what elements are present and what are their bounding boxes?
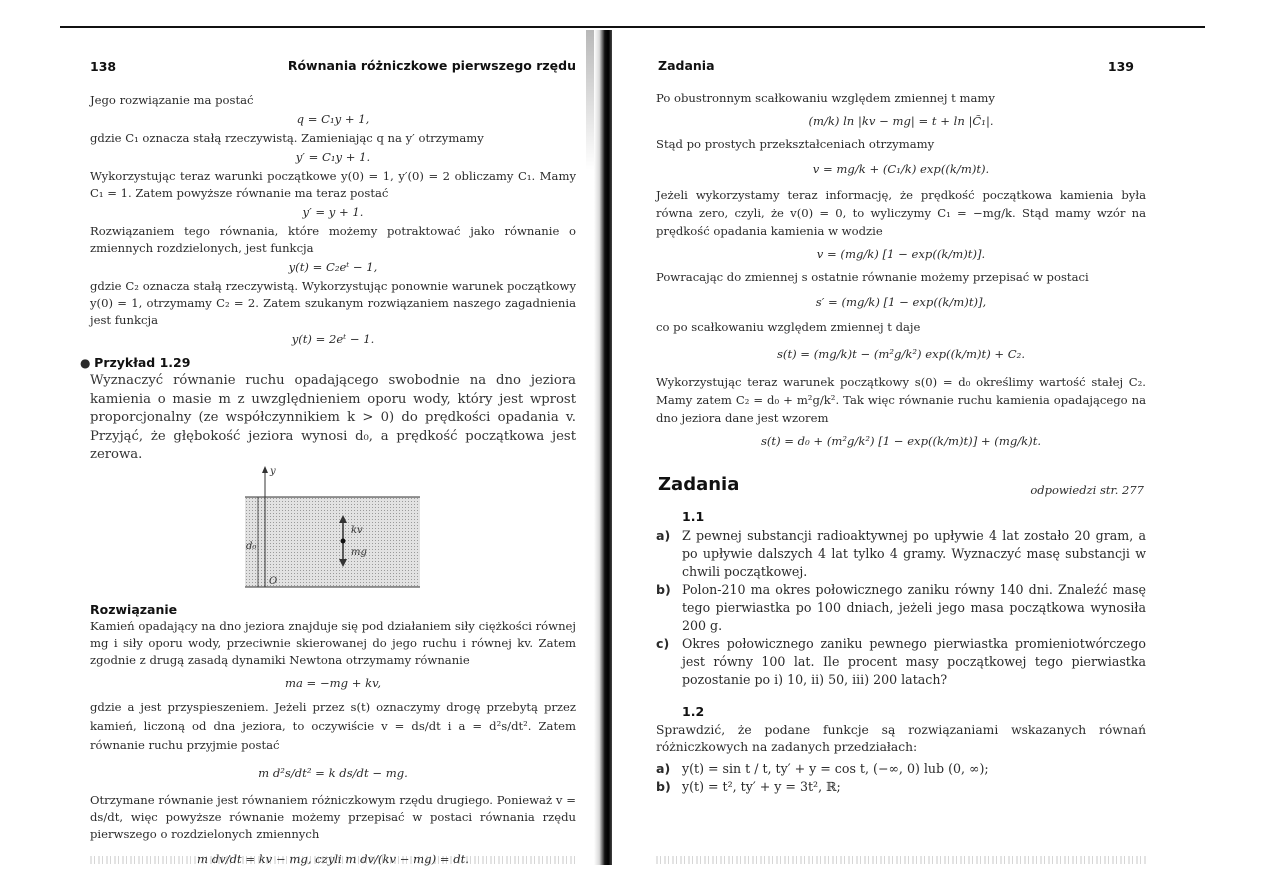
equation: q = C₁y + 1, (296, 112, 370, 126)
page-number-left: 138 (90, 59, 117, 74)
equation: y(t) = 2eᵗ − 1. (291, 332, 375, 346)
solution-title: Rozwiązanie (90, 601, 178, 617)
exercise-2-list (656, 760, 1146, 796)
exercise-item-label: b) (656, 582, 671, 597)
right-running-head (656, 50, 1146, 72)
y-axis-arrow (262, 466, 268, 473)
exercise-item-text: y(t) = sin t / t, ty′ + y = cos t, (−∞, 0) lub (0, ∞); (682, 761, 989, 776)
paragraph: co po scałkowaniu względem zmiennej t daje (656, 320, 921, 334)
scan-noise-right (656, 856, 1146, 864)
exercise-item (656, 760, 1146, 778)
origin-label: O (269, 575, 278, 587)
paragraph: Kamień opadający na dno jeziora znajduje się pod działaniem siły ciężkości równej mg i siły oporu wody, przeciwnie skierowanej do jego ruchu i równej kv. Zatem zgodnie z drugą zasadą dynamiki Newtona otrzymamy równanie (90, 618, 576, 667)
exercise-item-text: y(t) = t², ty′ + y = 3t², ℝ; (682, 779, 841, 794)
equation: m dv/dt = kv − mg, czyli m dv/(kv − mg) = dt. (197, 851, 469, 866)
section-header (656, 476, 1146, 502)
paragraph: Wykorzystując teraz warunek początkowy s(0) = d₀ określimy wartość stałej C₂. Mamy zatem C₂ = d₀ + m²g/k². Tak więc równanie ruchu kamienia opadającego na dno jeziora dane jest wzorem (656, 375, 1146, 425)
equation: s(t) = (mg/k)t − (m²g/k²) exp((k/m)t) + C₂. (776, 347, 1026, 361)
equation: y(t) = C₂eᵗ − 1, (288, 260, 378, 274)
equation: (m/k) ln |kv − mg| = t + ln |C̃₁|. (808, 114, 994, 128)
running-title-right: Zadania (658, 58, 715, 73)
lake-figure (90, 465, 576, 605)
paragraph: Jeżeli wykorzystamy teraz informację, że prędkość początkowa kamienia była równa zero, czyli, że v(0) = 0, to wyliczymy C₁ = −mg/k. Stąd mamy wzór na prędkość opadania kamienia w wodzie (656, 188, 1146, 238)
equation: v = (mg/k) [1 − exp((k/m)t)]. (816, 247, 986, 261)
paragraph: gdzie C₁ oznacza stałą rzeczywistą. Zamieniając q na y′ otrzymamy (90, 131, 484, 145)
depth-label: d₀ (246, 540, 257, 552)
exercise-number: 1.2 (682, 704, 705, 719)
equation: y′ = y + 1. (302, 205, 364, 219)
left-page (80, 50, 576, 876)
book-spine (594, 30, 612, 865)
equation: ma = −mg + kv, (284, 675, 382, 690)
force-up-label: kv (351, 524, 363, 536)
answers-reference: odpowiedzi str. 277 (1030, 483, 1144, 497)
right-page (656, 50, 1146, 796)
exercise-item-text: Okres połowicznego zaniku pewnego pierwiastka promieniotwórczego jest równy 100 lat. Ile procent masy początkowej tego pierwiastka pozostanie po i) 10, ii) 50, iii) 200 latach? (682, 636, 1146, 687)
example-heading (80, 354, 576, 372)
exercise-number: 1.1 (682, 509, 705, 524)
exercise-item-label: c) (656, 636, 670, 651)
lake-figure-svg (90, 465, 576, 605)
exercise-item (656, 778, 1146, 796)
exercise-item-text: Polon-210 ma okres połowicznego zaniku równy 140 dni. Znaleźć masę tego pierwiastka po 100 dniach, jeżeli jego masa początkowa wynosiła 200 g. (682, 582, 1146, 633)
paragraph: gdzie C₂ oznacza stałą rzeczywistą. Wykorzystując ponownie warunek początkowy y(0) = 1, otrzymamy C₂ = 2. Zatem szukanym rozwiązaniem naszego zagadnienia jest funkcja (90, 279, 576, 327)
bullet-icon: ● (80, 356, 91, 370)
example-title: Przykład 1.29 (94, 355, 191, 370)
paragraph: Rozwiązaniem tego równania, które możemy potraktować jako równanie o zmiennych rozdzielonych, jest funkcja (90, 224, 576, 255)
equation: m d²s/dt² = k ds/dt − mg. (258, 765, 408, 780)
left-running-head (90, 50, 576, 72)
exercise-item-label: b) (656, 779, 671, 794)
top-rule (60, 26, 1205, 28)
paragraph: gdzie a jest przyspieszeniem. Jeżeli przez s(t) oznaczymy drogę przebytą przez kamień, liczoną od dna jeziora, to oczywiście v = ds/dt i a = d²s/dt². Zatem równanie ruchu przyjmie postać (90, 699, 576, 752)
equation: v = mg/k + (C₁/k) exp((k/m)t). (812, 162, 990, 176)
exercise-item-label: a) (656, 761, 671, 776)
equation: y′ = C₁y + 1. (295, 150, 371, 164)
exercise-item-label: a) (656, 528, 671, 543)
exercise-item (656, 581, 1146, 635)
paragraph: Jego rozwiązanie ma postać (90, 93, 254, 107)
equation: s(t) = d₀ + (m²g/k²) [1 − exp((k/m)t)] + (mg/k)t. (760, 434, 1042, 448)
page-number-right: 139 (1107, 59, 1134, 74)
exercise-item (656, 527, 1146, 581)
exercise-1-list (656, 527, 1146, 689)
section-title: Zadania (658, 474, 740, 495)
y-axis-label: y (270, 465, 276, 477)
equation: s′ = (mg/k) [1 − exp((k/m)t)], (815, 295, 987, 309)
example-text: Wyznaczyć równanie ruchu opadającego swobodnie na dno jeziora kamienia o masie m z uwzględnieniem oporu wody, który jest wprost proporcjonalny (ze współczynnikiem k > 0) do prędkości opadania v. Przyjąć, że głębokość jeziora wynosi d₀, a prędkość początkowa jest zerowa. (90, 373, 576, 462)
paragraph: Stąd po prostych przekształceniach otrzymamy (656, 137, 935, 151)
paragraph: Wykorzystując teraz warunki początkowe y(0) = 1, y′(0) = 2 obliczamy C₁. Mamy C₁ = 1. Zatem powyższe równanie ma teraz postać (90, 169, 576, 200)
running-title-left: Równania różniczkowe pierwszego rzędu (287, 58, 576, 73)
water-body (245, 497, 420, 587)
paragraph: Otrzymane równanie jest równaniem różniczkowym rzędu drugiego. Ponieważ v = ds/dt, więc powyższe równanie możemy przepisać w postaci równania rzędu pierwszego o rozdzielonych zmiennych (90, 792, 576, 841)
force-down-label: mg (351, 546, 367, 558)
exercise-item-text: Z pewnej substancji radioaktywnej po upływie 4 lat zostało 20 gram, a po upływie dalszych 4 lat tylko 4 gramy. Wyznaczyć masę substancji w chwili początkowej. (682, 528, 1146, 579)
paragraph: Po obustronnym scałkowaniu względem zmiennej t mamy (656, 91, 995, 105)
paragraph: Powracając do zmiennej s ostatnie równanie możemy przepisać w postaci (656, 270, 1089, 284)
stone (341, 538, 346, 543)
exercise-intro: Sprawdzić, że podane funkcje są rozwiązaniami wskazanych równań różniczkowych na zadanych przedziałach: (656, 723, 1146, 754)
exercise-item (656, 635, 1146, 689)
